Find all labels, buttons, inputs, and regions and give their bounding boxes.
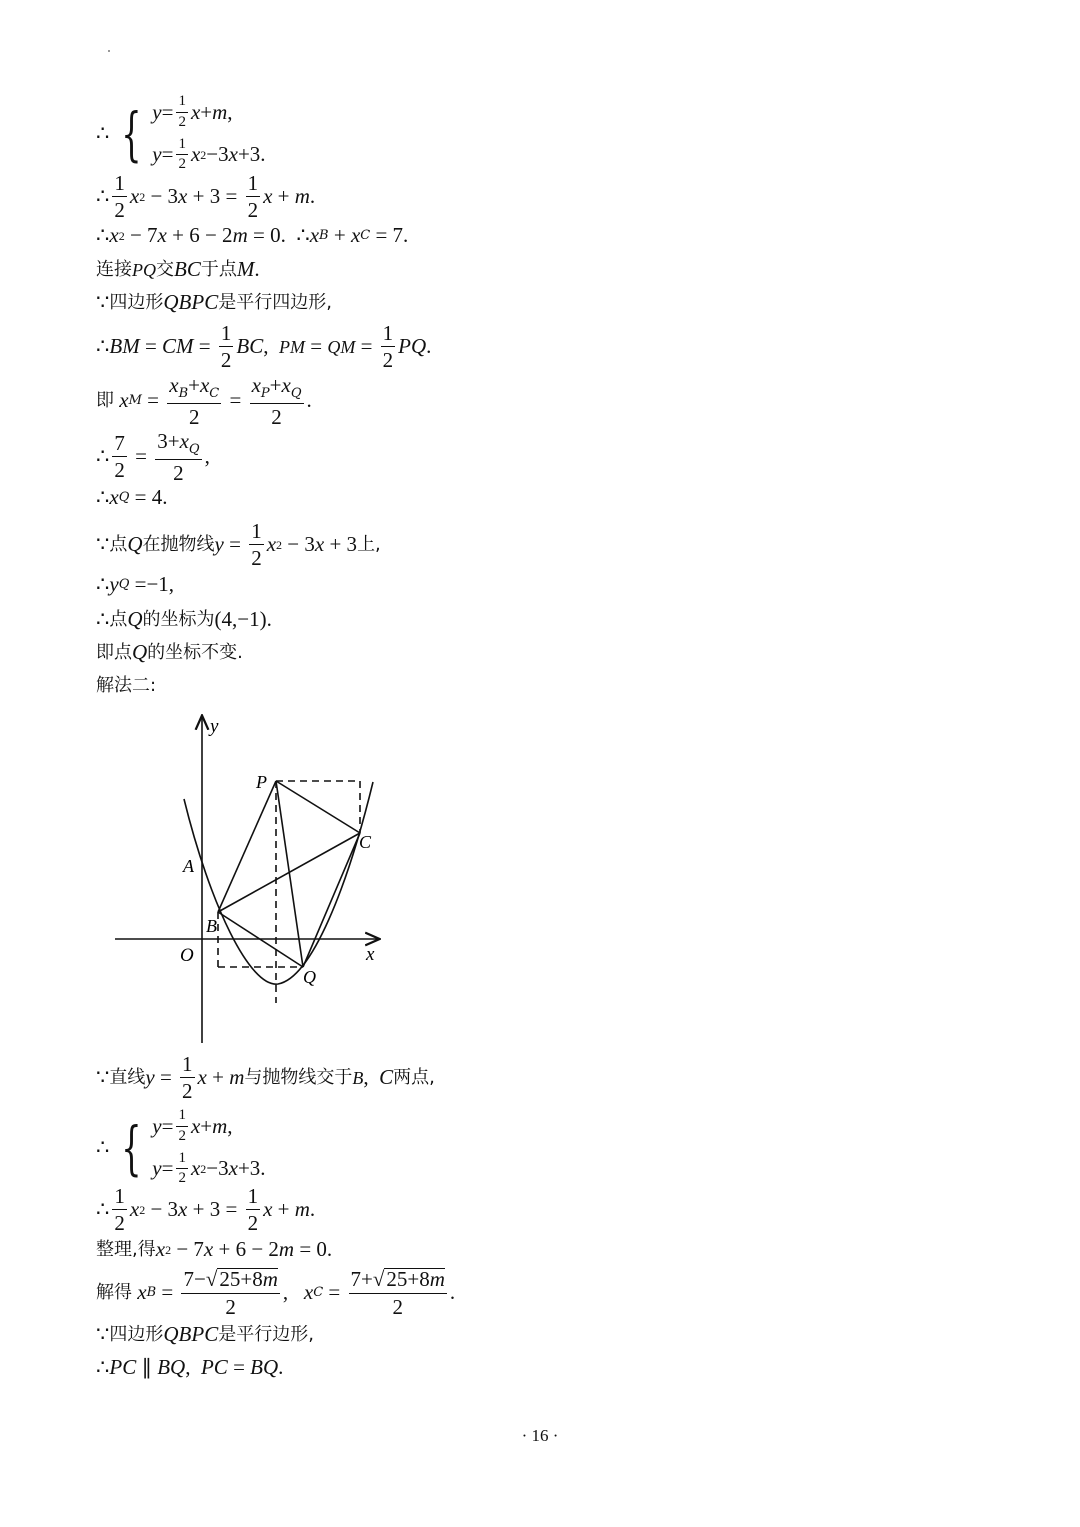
equation-line-17: ∴ $\frac{1}{2}$ x 2 − 3 x + 3 = $\frac{1}{2}$ x + m . xyxy=(96,1184,316,1236)
equation-line-6: ∴ BM = CM = $\frac{1}{2}$ BC , PM = QM = $\frac{1}{2}$ PQ . xyxy=(96,321,432,373)
point-label-c: C xyxy=(359,832,372,852)
segment-pc xyxy=(276,781,360,833)
equation-line-7: 即 x M = $\frac{x_B+x_C}{2}$ = $\frac{x_P+x_Q}{2}$ . xyxy=(96,373,312,429)
equation-line-21: ∴ PC ∥ BQ , PC = BQ . xyxy=(96,1355,284,1379)
origin-label: O xyxy=(180,945,194,966)
text-line-line-intersects: ∵ 直线 y = $\frac{1}{2}$ x + m 与抛物线交于 B , C 两点, xyxy=(96,1052,435,1104)
x-axis-label: x xyxy=(366,944,375,965)
scan-speck xyxy=(108,50,110,52)
text-line-method-two: 解法二: xyxy=(96,675,157,696)
segment-pb xyxy=(218,781,276,912)
text-line-q-coordinate: ∴ 点 Q 的坐标为 (4,−1). xyxy=(96,607,272,631)
text-line-point-on-parabola: ∵ 点 Q 在抛物线 y = $\frac{1}{2}$ x 2 − 3 x + 3 上, xyxy=(96,519,381,571)
point-label-b: B xyxy=(206,916,217,936)
point-label-p: P xyxy=(256,772,267,792)
segment-bc xyxy=(218,833,360,912)
equation-system-2: ∴ { y = $\frac{1}{2}$ x + m , y = $\frac{1}{2}$ x 2 −3 x +3. xyxy=(96,1107,266,1187)
parabola-figure xyxy=(100,705,400,1050)
equation-line-19: 解得 x B = $\frac{7-√25+8m}{2}$ , x C = $\frac{7+√25+8m}{2}$ . xyxy=(96,1267,456,1319)
equation-line-18: 整理,得 x 2 − 7 x + 6 − 2 m = 0. xyxy=(96,1237,333,1261)
text-line-q-unchanged: 即 点 Q 的坐标不变. xyxy=(96,640,243,664)
segment-qc xyxy=(303,833,360,967)
equation-line-2: ∴ $\frac{1}{2}$ x 2 − 3 x + 3 = $\frac{1}{2}$ x + m . xyxy=(96,171,316,223)
equation-system-1: ∴ { y = $\frac{1}{2}$ x + m , y = $\frac{1}{2}$ x 2 −3 x +3. xyxy=(96,93,266,173)
text-line-parallelogram: ∵ 四边形 QBPC 是平行四边形, xyxy=(96,290,332,314)
point-label-q: Q xyxy=(303,967,316,987)
y-axis-label: y xyxy=(210,716,219,737)
parabola-curve xyxy=(184,782,373,984)
equation-line-9: ∴ x Q = 4. xyxy=(96,485,168,509)
equation-line-11: ∴ y Q =−1, xyxy=(96,572,175,596)
page-number: · 16 · xyxy=(521,1426,559,1445)
text-line-connect-pq: 连接 PQ 交 BC 于点 M . xyxy=(96,257,260,281)
point-label-a: A xyxy=(183,856,194,876)
equation-line-3: ∴ x 2 − 7 x + 6 − 2 m = 0. ∴ x B + x C = 7. xyxy=(96,223,409,247)
equation-line-8: ∴ $\frac{7}{2}$ = $\frac{3+x_Q}{2}$ , xyxy=(96,429,210,485)
text-line-parallel-sides: ∵ 四边形 QBPC 是平行边形, xyxy=(96,1322,314,1346)
